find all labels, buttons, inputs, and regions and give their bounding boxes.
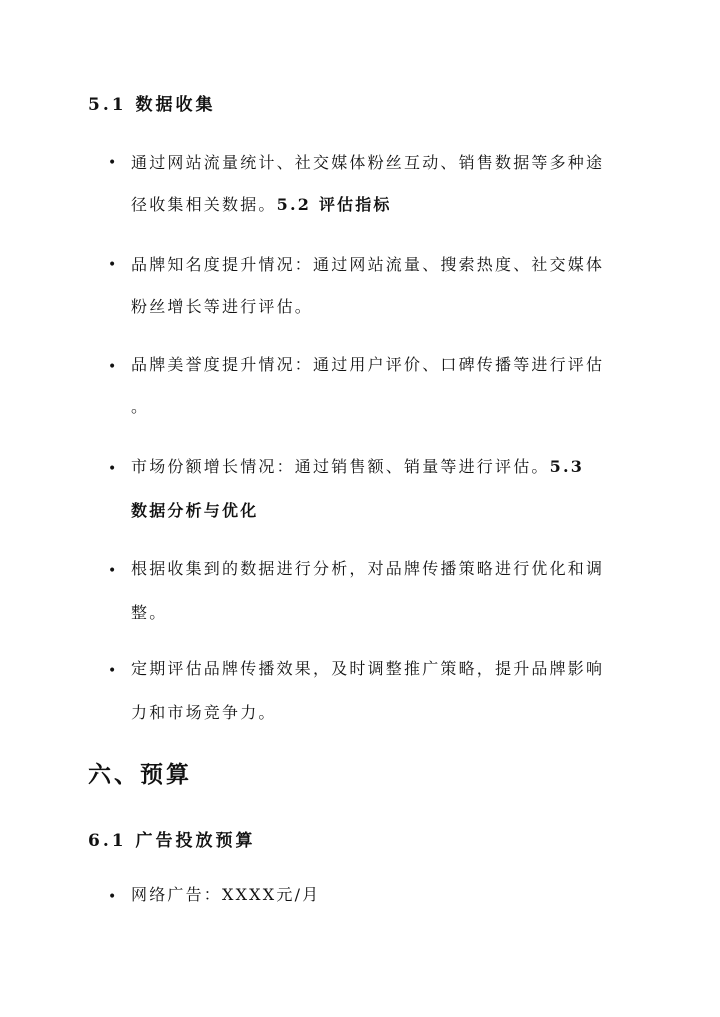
list-item-3-line-2: 。 [131, 397, 150, 416]
list-item-5-line-1: 根据收集到的数据进行分析，对品牌传播策略进行优化和调 [131, 559, 605, 578]
list-item-6-line-1: 定期评估品牌传播效果，及时调整推广策略，提升品牌影响 [131, 659, 605, 678]
bullet-icon: • [108, 257, 117, 273]
section-heading-5-1: 5.1 数据收集 [88, 95, 216, 115]
bullet-icon: • [108, 889, 117, 905]
list-item-2-line-1: 品牌知名度提升情况：通过网站流量、搜索热度、社交媒体 [131, 255, 605, 274]
list-item-3-line-1: 品牌美誉度提升情况：通过用户评价、口碑传播等进行评估 [131, 355, 605, 374]
section-heading-5-3: 数据分析与优化 [131, 501, 259, 520]
list-item-1-line-1: 通过网站流量统计、社交媒体粉丝互动、销售数据等多种途 [131, 153, 605, 172]
list-item-7-line-1: 网络广告：XXXX元/月 [131, 885, 321, 904]
list-item-5-line-2: 整。 [131, 603, 168, 622]
bullet-icon: • [108, 155, 117, 171]
bullet-icon: • [108, 461, 117, 477]
list-item-2-line-2: 粉丝增长等进行评估。 [131, 297, 314, 316]
list-item-4-text: 市场份额增长情况：通过销售额、销量等进行评估。 [131, 457, 550, 476]
bullet-icon: • [108, 663, 117, 679]
list-item-6-line-2: 力和市场竞争力。 [131, 703, 277, 722]
list-item-4-line-1 [131, 454, 584, 477]
bullet-icon: • [108, 359, 117, 375]
section-number-5-3: 5.3 [549, 457, 585, 476]
list-item-1-text: 径收集相关数据。 [131, 195, 277, 214]
chapter-heading-6: 六、预算 [88, 761, 192, 788]
section-heading-6-1: 6.1 广告投放预算 [88, 831, 256, 851]
bullet-icon: • [108, 563, 117, 579]
list-item-1-line-2 [131, 192, 392, 215]
section-heading-5-2: 5.2 评估指标 [276, 195, 392, 214]
